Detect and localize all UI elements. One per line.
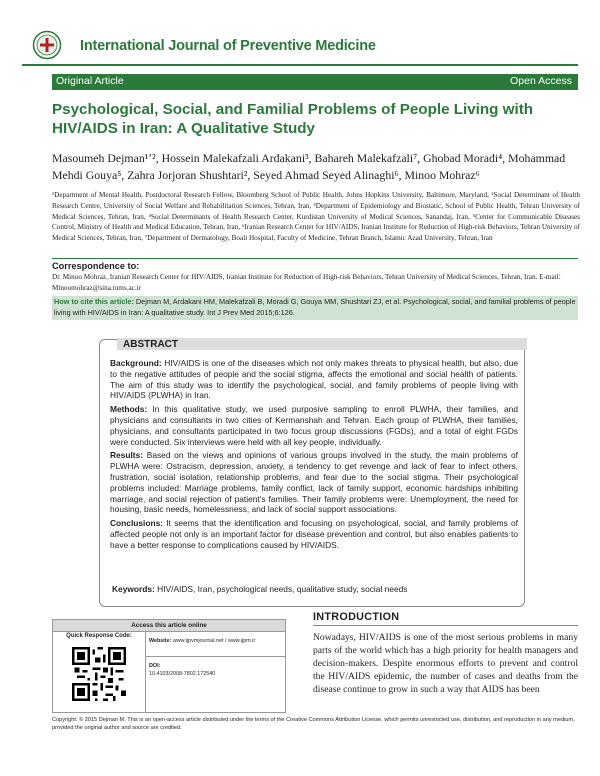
abstract-methods bbox=[110, 404, 518, 447]
website-label: Website: bbox=[149, 638, 172, 644]
paper-title: Psychological, Social, and Familial Problems of People Living with HIV/AIDS in Iran: A Qualitative Study bbox=[52, 101, 534, 137]
doi-row bbox=[149, 662, 215, 678]
abstract-body bbox=[110, 358, 518, 554]
correspondence-text: Dr. Minoo Mohraz, Iranian Research Center for HIV/AIDS, Iranian Institute for Reduction of High-risk Behaviors, Tehran University of Medical Sciences, Tehran, Iran. E-mail: Minoomohraz@sina.tums.ac.ir bbox=[52, 273, 561, 292]
access-divider bbox=[146, 656, 285, 657]
conclusions-label: Conclusions: bbox=[110, 518, 164, 529]
doi-label: DOI: bbox=[149, 663, 161, 669]
introduction-heading: INTRODUCTION bbox=[313, 611, 400, 623]
keywords-label: Keywords: bbox=[112, 584, 155, 594]
access-online-box bbox=[52, 619, 286, 713]
citation-text: Dejman M, Ardakani HM, Malekafzali B, Moradi G, Gouya MM, Shushtari ZJ, et al. Psychological, social, and familial problems of people living with HIV/AIDS in Iran: A qualitative study. Int J Prev Med 2015;6:126. bbox=[54, 297, 576, 317]
affiliations: ¹Department of Mental Health, Postdoctoral Research Fellow, Bloomberg School of Public Health, Johns Hopkins University, Baltimore, Maryland, ²Social Determinant of Health Research Centre, University of Social Welfare and Rehabilitation Sciences, Tehran, Iran, ³Department of Epidemiology and Biostatic, School of Public Health, Tehran University of Medical Sciences, Tehran, Iran, ⁴Social Determinants of Health Research Center, Kurdistan University of Medical Sciences, Sanandaj, Iran, ⁵Center for Communicable Diseases Control, Ministry of Health and Medical Education, Tehran, Iran, ⁶Iranian Research Center for HIV/AIDS, Iranian Institute for Reduction of High-risk Behaviors, Tehran University of Medical Sciences, Tehran, Iran, ⁷Department of Dermatology, Boali Hospital, Faculty of Medicine, Tehran Branch, Islamic Azad University, Tehran, Iran bbox=[52, 191, 580, 243]
abstract-box bbox=[99, 339, 525, 607]
qr-code-icon[interactable] bbox=[72, 647, 126, 701]
correspondence-heading: Correspondence to: bbox=[52, 261, 140, 271]
abstract-results bbox=[110, 450, 518, 515]
journal-title: International Journal of Preventive Medicine bbox=[80, 38, 376, 54]
background-text: HIV/AIDS is one of the diseases which not only makes threats to physical health, but also, due to the negative attitudes of people and the social stigma, affects the emotional and social health of patients. The aim of this study was to identify the psychological, social, and family problems of people living with HIV/AIDS (PLWHA) in Iran. bbox=[110, 358, 519, 401]
citation-box bbox=[52, 296, 578, 320]
article-type-bar bbox=[52, 74, 578, 90]
header-rule bbox=[22, 64, 578, 66]
abstract-background bbox=[110, 358, 518, 401]
abstract-conclusions bbox=[110, 518, 518, 550]
abstract-heading: ABSTRACT bbox=[117, 338, 527, 350]
background-label: Background: bbox=[110, 358, 162, 368]
correspondence-rule bbox=[52, 258, 578, 259]
access-details bbox=[146, 632, 285, 712]
journal-logo-icon bbox=[32, 30, 62, 60]
open-access-label: Open Access bbox=[510, 75, 572, 87]
qr-section bbox=[53, 632, 146, 712]
access-heading: Access this article online bbox=[53, 620, 285, 632]
introduction-text: Nowadays, HIV/AIDS is one of the most serious problems in many parts of the world which has a high priority for health managers and decision-makers. Despite enormous efforts to prevent and control the HIV/AIDS epidemic, the number of cases and deaths from the disease continue to grow in such a way that AIDS has been bbox=[313, 632, 578, 695]
qr-label: Quick Response Code: bbox=[66, 633, 132, 639]
website-link[interactable]: www.ijpvmjournal.net / www.ijpm.ir bbox=[172, 638, 256, 644]
journal-header bbox=[22, 30, 578, 62]
copyright-footer: Copyright: © 2015 Dejman M. This is an open-access article distributed under the terms of the Creative Commons Attribution License, which permits unrestricted use, distribution, and reproduction in any medium, provided the original author and source are credited. bbox=[52, 717, 575, 732]
results-label: Results: bbox=[110, 450, 144, 461]
article-type: Original Article bbox=[56, 75, 124, 87]
methods-text: In this qualitative study, we used purposive sampling to enroll PLWHA, their families, and physicians and consultants in two cities of Kermanshah and Tehran. Each group of PLWHA, their families, physicians, and consultants participated in two focus group discussions (FGDs), and a total of eight FGDs were conducted. Six interviews were held with all key people, individually. bbox=[110, 404, 518, 447]
introduction-rule bbox=[313, 625, 578, 626]
conclusions-text: It seems that the identification and focusing on psychological, social, and family problems of affected people not only is an important factor for disease prevention and control, but also enables patients to have a better response to complications caused by HIV/AIDS. bbox=[110, 518, 519, 550]
methods-label: Methods: bbox=[110, 404, 148, 415]
doi-link[interactable]: 10.4103/2008-7802.172540 bbox=[149, 671, 216, 677]
author-list: Masoumeh Dejman¹ʼ², Hossein Malekafzali Ardakani³, Bahareh Malekafzali⁷, Ghobad Moradi⁴, Mohammad Mehdi Gouya⁵, Zahra Jorjoran Shushtari², Seyed Ahmad Seyed Alinaghi⁶, Minoo Mohraz⁶ bbox=[52, 151, 566, 182]
keywords-text: HIV/AIDS, Iran, psychological needs, qualitative study, social needs bbox=[157, 584, 408, 594]
results-text: Based on the views and opinions of various groups involved in the study, the main problems of PLWHA were: Ostracism, depression, anxiety, a tendency to get revenge and lack of fear to infect others, frustration, social isolation, relationship problems, and fear due to the social stigma. Their psychological problems included: Marriage problems, family conflict, lack of family support, economic hardships inhibiting marriage, and social rejection of patient's families. Their family problems were: Unemployment, the need for housing, basic needs, homelessness, and lack of social support associations. bbox=[110, 450, 519, 515]
website-row bbox=[149, 638, 255, 644]
citation-label: How to cite this article: bbox=[54, 297, 134, 306]
keywords bbox=[112, 584, 407, 594]
